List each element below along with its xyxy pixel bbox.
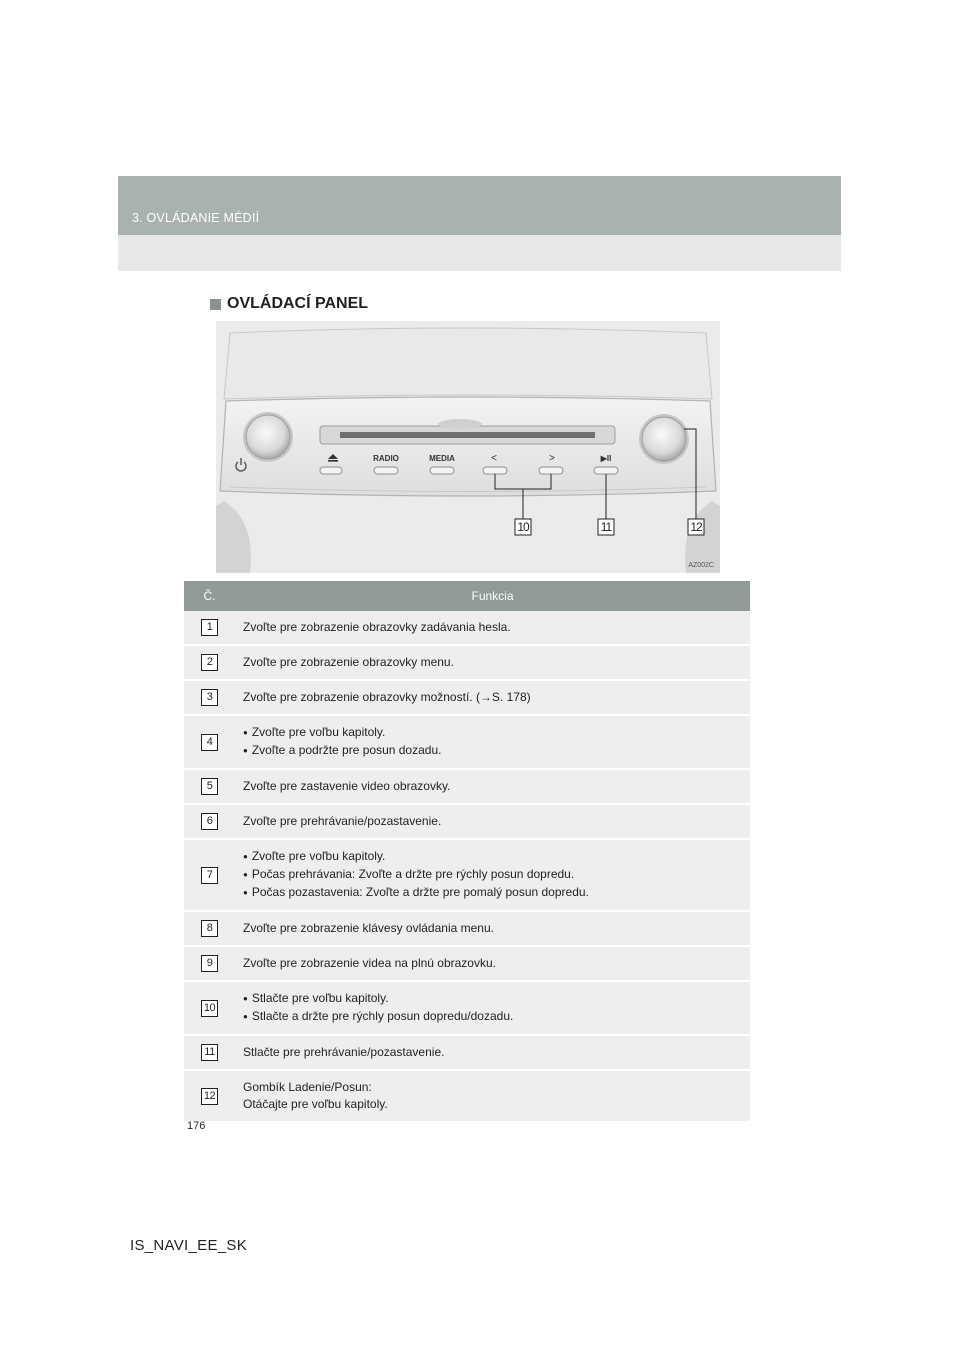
button-label-radio: RADIO (373, 454, 399, 463)
row-number-cell (184, 681, 235, 714)
description-line: Zvoľte pre zobrazenie obrazovky možností. (→S. 178) (243, 690, 531, 704)
row-description (235, 805, 750, 838)
row-number-cell (184, 912, 235, 945)
table-header (184, 581, 750, 611)
table-row (184, 947, 750, 982)
row-description (235, 611, 750, 644)
row-number-badge: 12 (201, 1088, 218, 1105)
callout-10: 10 (517, 520, 529, 534)
next-button (539, 467, 563, 474)
table-row (184, 840, 750, 912)
table-row (184, 716, 750, 770)
row-description (235, 1071, 750, 1121)
button-label-media: MEDIA (429, 454, 455, 463)
control-panel-illustration (216, 321, 720, 573)
play-pause-button (594, 467, 618, 474)
row-number-cell (184, 611, 235, 644)
table-row (184, 770, 750, 805)
row-number-badge: 7 (201, 867, 218, 884)
document-code: IS_NAVI_EE_SK (130, 1237, 248, 1254)
table-row (184, 611, 750, 646)
row-number-cell (184, 646, 235, 679)
row-number-badge: 2 (201, 654, 218, 671)
row-number-cell (184, 947, 235, 980)
header-subband (118, 235, 841, 271)
column-header-function: Funkcia (471, 589, 514, 603)
bullet-item: ● Stlačte pre voľbu kapitoly. (243, 990, 742, 1008)
table-row (184, 1036, 750, 1071)
chapter-title: 3. OVLÁDANIE MÉDIÍ (132, 211, 260, 225)
section-heading (210, 295, 368, 313)
description-line: Otáčajte pre voľbu kapitoly. (243, 1097, 388, 1111)
row-number-badge: 4 (201, 734, 218, 751)
description-line: Zvoľte pre zobrazenie videa na plnú obrazovku. (243, 956, 496, 970)
row-number-badge: 6 (201, 813, 218, 830)
section-title-text: OVLÁDACÍ PANEL (227, 295, 369, 312)
row-number-cell (184, 716, 235, 768)
column-header-number: Č. (203, 589, 216, 603)
row-number-badge: 5 (201, 778, 218, 795)
bullet-item: ● Počas pozastavenia: Zvoľte a držte pre pomalý posun dopredu. (243, 884, 742, 902)
control-panel-drawing (216, 321, 720, 573)
row-description (235, 947, 750, 980)
bullet-item: ● Zvoľte pre voľbu kapitoly. (243, 848, 742, 866)
description-line: Zvoľte pre zobrazenie obrazovky zadávania hesla. (243, 620, 511, 634)
eject-button (320, 467, 342, 474)
table-row (184, 646, 750, 681)
table-row (184, 912, 750, 947)
table-row (184, 805, 750, 840)
description-line: Gombík Ladenie/Posun: (243, 1080, 372, 1094)
row-number-badge: 1 (201, 619, 218, 636)
row-number-cell (184, 805, 235, 838)
button-label-next: > (549, 453, 555, 464)
table-body (184, 611, 750, 1123)
page-number: 176 (187, 1120, 206, 1132)
bullet-item: ● Zvoľte pre voľbu kapitoly. (243, 724, 742, 742)
row-description (235, 681, 750, 714)
square-bullet-icon (210, 299, 221, 310)
row-description (235, 770, 750, 803)
button-label-prev: < (491, 453, 497, 464)
figure-code: AZ002C (688, 562, 714, 569)
function-table (184, 581, 750, 1123)
row-number-badge: 9 (201, 955, 218, 972)
callout-11: 11 (600, 520, 612, 534)
table-row (184, 982, 750, 1036)
row-number-badge: 10 (201, 1000, 218, 1017)
row-description (235, 912, 750, 945)
header-band (118, 176, 841, 235)
row-number-cell (184, 770, 235, 803)
bullet-item: ● Stlačte a držte pre rýchly posun dopredu/dozadu. (243, 1008, 742, 1026)
description-line: Zvoľte pre prehrávanie/pozastavenie. (243, 814, 442, 828)
description-line: Zvoľte pre zobrazenie klávesy ovládania menu. (243, 921, 494, 935)
row-number-cell (184, 840, 235, 910)
media-button (430, 467, 454, 474)
bullet-item: ● Počas prehrávania: Zvoľte a držte pre rýchly posun dopredu. (243, 866, 742, 884)
row-description (235, 646, 750, 679)
description-line: Zvoľte pre zastavenie video obrazovky. (243, 779, 451, 793)
row-description (235, 840, 750, 910)
row-number-badge: 3 (201, 689, 218, 706)
table-row (184, 1071, 750, 1123)
row-number-cell (184, 1071, 235, 1121)
radio-button (374, 467, 398, 474)
row-number-badge: 11 (201, 1044, 218, 1061)
table-row (184, 681, 750, 716)
row-number-cell (184, 982, 235, 1034)
row-description (235, 982, 750, 1034)
row-description (235, 1036, 750, 1069)
bullet-item: ● Zvoľte a podržte pre posun dozadu. (243, 742, 742, 760)
button-label-play-pause: ▶II (600, 454, 612, 463)
row-number-cell (184, 1036, 235, 1069)
callout-12: 12 (690, 520, 702, 534)
row-description (235, 716, 750, 768)
description-line: Zvoľte pre zobrazenie obrazovky menu. (243, 655, 454, 669)
prev-button (483, 467, 507, 474)
row-number-badge: 8 (201, 920, 218, 937)
description-line: Stlačte pre prehrávanie/pozastavenie. (243, 1045, 445, 1059)
